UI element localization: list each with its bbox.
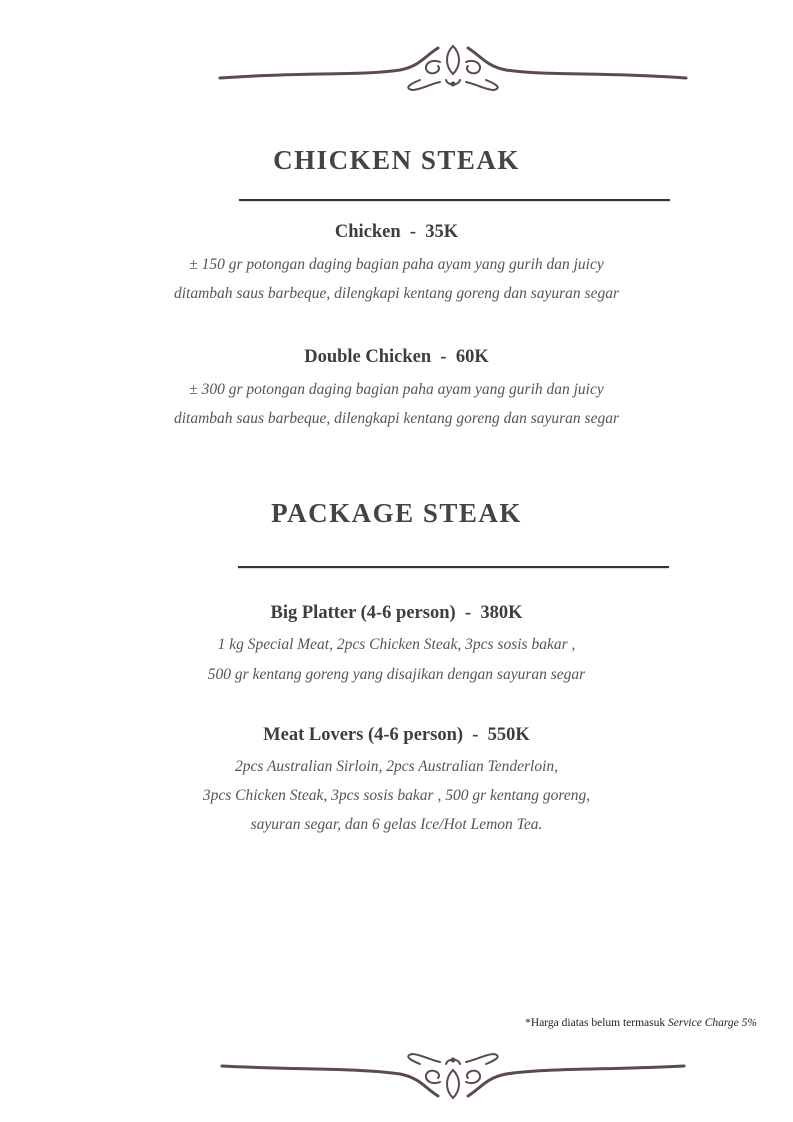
section-divider (239, 199, 670, 201)
menu-item-description: ± 150 gr potongan daging bagian paha ayam yang gurih dan juicy (189, 256, 604, 273)
section-divider (238, 566, 669, 568)
menu-item-description: 500 gr kentang goreng yang disajikan dengan sayuran segar (207, 666, 586, 683)
flourish-divider-icon (0, 1050, 793, 1105)
menu-item-name: Chicken - 35K (334, 222, 459, 242)
menu-item-description: ditambah saus barbeque, dilengkapi kentang goreng dan sayuran segar (173, 410, 619, 427)
menu-item-description: sayuran segar, dan 6 gelas Ice/Hot Lemon Tea. (250, 816, 543, 833)
menu-item-description: 2pcs Australian Sirloin, 2pcs Australian Tenderloin, (234, 758, 559, 775)
price-footnote (525, 1017, 757, 1029)
menu-item-description: ditambah saus barbeque, dilengkapi kentang goreng dan sayuran segar (173, 285, 619, 302)
footnote-text: *Harga diatas belum termasuk (525, 1017, 668, 1029)
footnote-italic: Service Charge 5% (668, 1017, 757, 1029)
menu-item-description: ± 300 gr potongan daging bagian paha ayam yang gurih dan juicy (189, 381, 604, 398)
menu-item-name: Meat Lovers (4-6 person) - 550K (263, 725, 530, 745)
menu-item-name: Double Chicken - 60K (304, 347, 489, 367)
menu-item-name: Big Platter (4-6 person) - 380K (270, 603, 523, 623)
flourish-divider-icon (0, 40, 793, 95)
menu-item-description: 1 kg Special Meat, 2pcs Chicken Steak, 3pcs sosis bakar , (217, 636, 576, 653)
section-title: PACKAGE STEAK (271, 498, 522, 528)
menu-item-description: 3pcs Chicken Steak, 3pcs sosis bakar , 500 gr kentang goreng, (202, 787, 591, 804)
section-title: CHICKEN STEAK (273, 145, 520, 175)
